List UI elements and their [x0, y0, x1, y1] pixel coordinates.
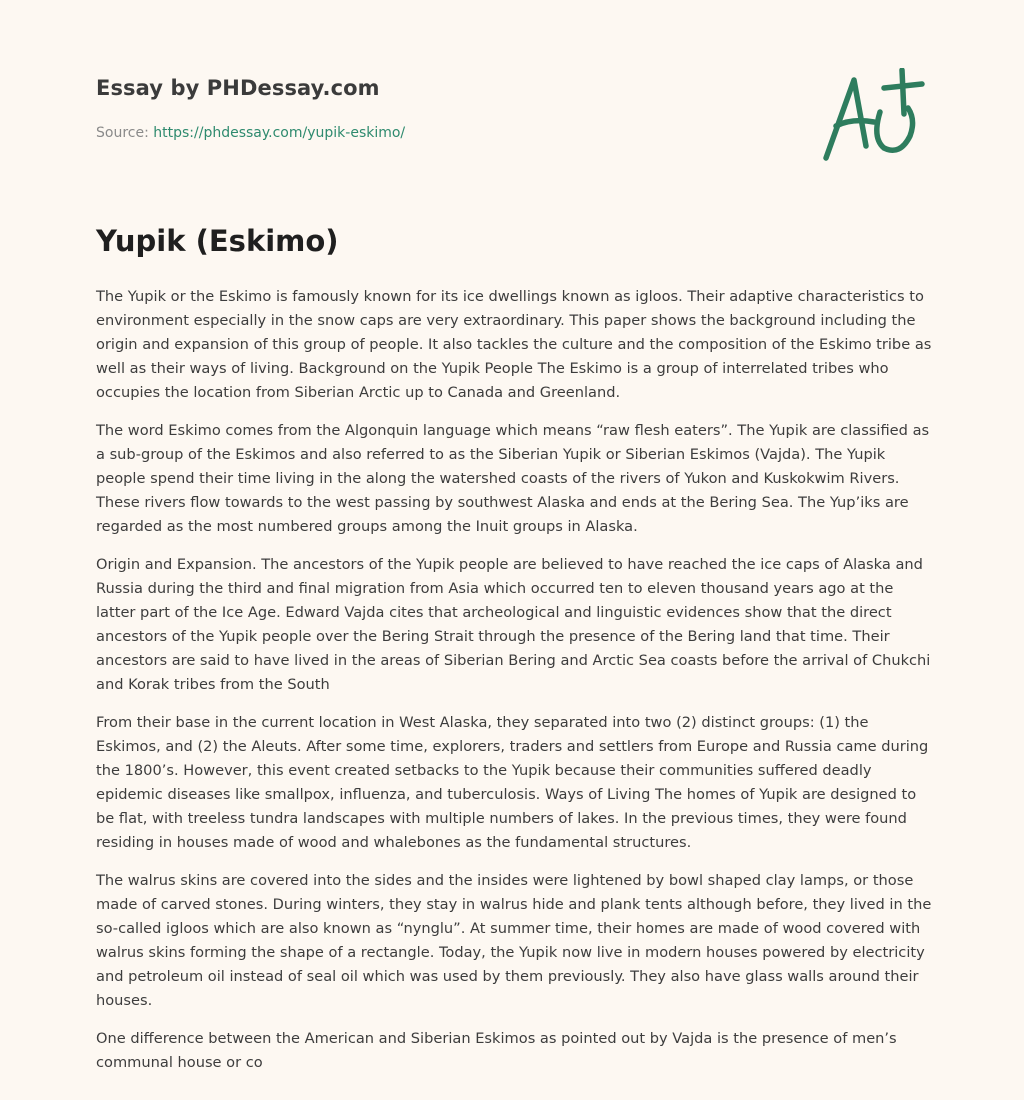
source-link[interactable]: https://phdessay.com/yupik-eskimo/ [153, 125, 406, 141]
essay-paragraph: The walrus skins are covered into the sides and the insides were lightened by bowl shaped clay lamps, or those made of carved stones. During winters, they stay in walrus hide and plank tents although before, they lived in the so-called igloos which are also known as “nynglu”. At summer time, their homes are made of wood covered with walrus skins forming the shape of a rectangle. Today, the Yupik now live in modern houses powered by electricity and petroleum oil instead of seal oil which was used by them previously. They also have glass walls around their houses. [96, 872, 932, 1009]
a-plus-logo-icon [822, 68, 928, 164]
essay-paragraph: One difference between the American and Siberian Eskimos as pointed out by Vajda is the presence of men’s communal house or co [96, 1030, 897, 1071]
essay-title: Yupik (Eskimo) [96, 224, 339, 258]
essay-header [96, 76, 934, 186]
source-label: Source: [96, 125, 154, 141]
essay-body [96, 285, 934, 1089]
essay-paragraph: The Yupik or the Eskimo is famously known for its ice dwellings known as igloos. Their adaptive characteristics to environment especially in the snow caps are very extraordinary. This paper shows the background including the origin and expansion of this group of people. It also tackles the culture and the composition of the Eskimo tribe as well as their ways of living. Background on the Yupik People The Eskimo is a group of interrelated tribes who occupies the location from Siberian Arctic up to Canada and Greenland. [96, 288, 932, 401]
essay-page [96, 0, 934, 1100]
site-brand: Essay by PHDessay.com [96, 76, 380, 100]
source-line [96, 125, 405, 141]
essay-paragraph: From their base in the current location in West Alaska, they separated into two (2) distinct groups: (1) the Eskimos, and (2) the Aleuts. After some time, explorers, traders and settlers from Europe and Russia came during the 1800’s. However, this event created setbacks to the Yupik because their communities suffered deadly epidemic diseases like smallpox, influenza, and tuberculosis. Ways of Living The homes of Yupik are designed to be flat, with treeless tundra landscapes with multiple numbers of lakes. In the previous times, they were found residing in houses made of wood and whalebones as the fundamental structures. [96, 714, 929, 851]
essay-paragraph: The word Eskimo comes from the Algonquin language which means “raw flesh eaters”. The Yupik are classified as a sub-group of the Eskimos and also referred to as the Siberian Yupik or Siberian Eskimos (Vajda). The Yupik people spend their time living in the along the watershed coasts of the rivers of Yukon and Kuskokwim Rivers. These rivers flow towards to the west passing by southwest Alaska and ends at the Bering Sea. The Yup’iks are regarded as the most numbered groups among the Inuit groups in Alaska. [96, 422, 930, 535]
essay-paragraph: Origin and Expansion. The ancestors of the Yupik people are believed to have reached the ice caps of Alaska and Russia during the third and final migration from Asia which occurred ten to eleven thousand years ago at the latter part of the Ice Age. Edward Vajda cites that archeological and linguistic evidences show that the direct ancestors of the Yupik people over the Bering Strait through the presence of the Bering land that time. Their ancestors are said to have lived in the areas of Siberian Bering and Arctic Sea coasts before the arrival of Chukchi and Korak tribes from the South [96, 556, 931, 693]
